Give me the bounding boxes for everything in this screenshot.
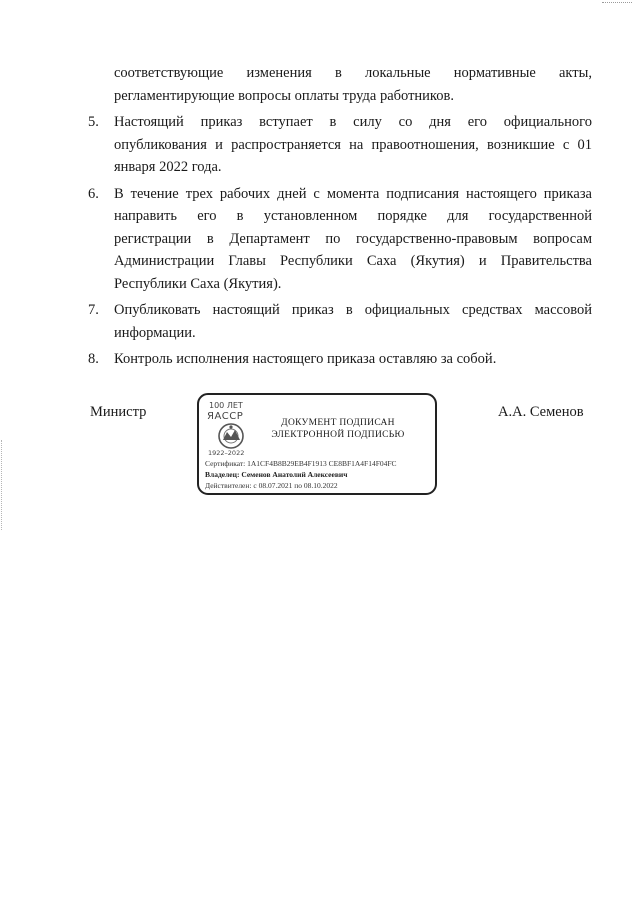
item-number: 5. [88, 114, 99, 130]
item-number: 6. [88, 185, 99, 202]
paragraph-line: Опубликовать настоящий приказ в официальных средствах массовой [114, 302, 592, 318]
logo-top-text: 100 ЛЕТ [209, 401, 243, 410]
item-number: 7. [88, 302, 99, 318]
stamp-heading-line: ДОКУМЕНТ ПОДПИСАН [281, 418, 395, 428]
logo-brand-text: ЯАССР [207, 411, 244, 422]
paragraph-line: В течение трех рабочих дней с момента подписания настоящего приказа [114, 185, 592, 202]
paragraph-line: Администрации Главы Республики Саха (Якутия) и Правительства [114, 253, 592, 269]
paragraph-line: регистрации в Департамент по государственно-правовым вопросам [114, 230, 592, 247]
paragraph-line: Настоящий приказ вступает в силу со дня его официального [114, 114, 592, 130]
paragraph-line: соответствующие изменения в локальные нормативные акты, [114, 65, 592, 81]
scan-artifact [602, 2, 632, 4]
logo-years-text: 1922–2022 [208, 449, 245, 457]
paragraph-line: направить его в установленном порядке для государственной [114, 208, 592, 224]
paragraph-line: января 2022 года. [114, 159, 222, 175]
paragraph-line: информации. [114, 324, 196, 341]
stamp-heading [263, 417, 413, 441]
list-item [88, 348, 592, 371]
item-number: 8. [88, 351, 99, 367]
stamp-heading-line: ЭЛЕКТРОННОЙ ПОДПИСЬЮ [271, 430, 405, 440]
document-body [88, 62, 592, 371]
signatory-name: А.А. Семенов [498, 404, 584, 420]
list-item [88, 111, 592, 179]
list-item [88, 183, 592, 296]
paragraph-line: Контроль исполнения настоящего приказа оставляю за собой. [114, 351, 497, 367]
certificate-number: Сертификат: 1A1CF4B8B29EB4F1913 CE8BF1A4F14F04FC [205, 459, 397, 468]
paragraph-line: Республики Саха (Якутия). [114, 275, 282, 292]
scan-artifact [1, 440, 3, 530]
anniversary-logo-icon [205, 399, 259, 457]
paragraph-line: регламентирующие вопросы оплаты труда работников. [114, 87, 454, 104]
paragraph-line: опубликования и распространяется на правоотношения, возникшие с 01 [114, 136, 592, 153]
certificate-owner: Владелец: Семенов Анатолий Алексеевич [205, 470, 348, 479]
signatory-title: Министр [90, 404, 147, 420]
electronic-signature-stamp [197, 393, 437, 495]
list-item [88, 299, 592, 344]
certificate-validity: Действителен: с 08.07.2021 по 08.10.2022 [205, 481, 338, 490]
